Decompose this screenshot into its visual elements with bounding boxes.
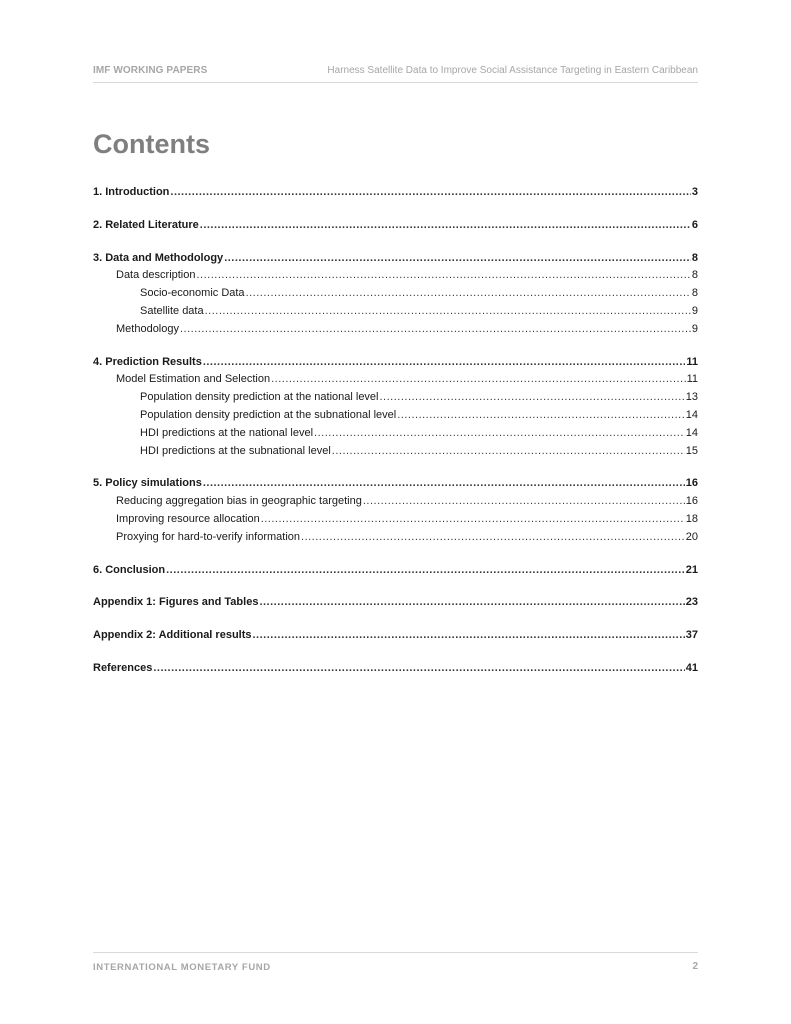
toc-entry[interactable] xyxy=(93,531,698,549)
toc-dot-leader xyxy=(301,531,685,543)
toc-entry[interactable] xyxy=(93,356,698,374)
toc-entry-label: Reducing aggregation bias in geographic targeting xyxy=(116,495,362,508)
toc-dot-leader xyxy=(246,287,691,299)
toc-dot-leader xyxy=(397,409,685,421)
toc-entry-label: Proxying for hard-to-verify information xyxy=(116,530,301,543)
toc-entry-label: 4. Prediction Results xyxy=(93,355,202,368)
toc-dot-leader xyxy=(332,445,685,457)
toc-dot-leader xyxy=(200,219,691,231)
toc-entry-label: Satellite data xyxy=(140,304,204,317)
toc-entry[interactable] xyxy=(93,564,698,582)
toc-entry-page: 20 xyxy=(685,530,698,543)
toc-entry-label: Population density prediction at the national level xyxy=(140,391,379,404)
toc-entry-page: 9 xyxy=(691,322,698,335)
toc-dot-leader xyxy=(203,356,686,368)
toc-entry[interactable] xyxy=(93,495,698,513)
toc-entry[interactable] xyxy=(93,269,698,287)
toc-entry-label: 5. Policy simulations xyxy=(93,477,202,490)
toc-entry[interactable] xyxy=(93,323,698,341)
toc-dot-leader xyxy=(205,305,691,317)
toc-entry-page: 13 xyxy=(685,391,698,404)
contents-heading: Contents xyxy=(93,129,210,159)
toc-entry[interactable] xyxy=(93,427,698,445)
toc-entry-page: 41 xyxy=(685,661,698,674)
toc-dot-leader xyxy=(314,427,685,439)
toc-entry[interactable] xyxy=(93,391,698,409)
toc-dot-leader xyxy=(363,495,685,507)
toc-entry-label: 3. Data and Methodology xyxy=(93,251,224,264)
toc-entry-label: Socio-economic Data xyxy=(140,287,245,300)
toc-entry-page: 8 xyxy=(691,269,698,282)
toc-dot-leader xyxy=(180,323,691,335)
toc-entry-page: 16 xyxy=(685,495,698,508)
toc-dot-leader xyxy=(197,269,691,281)
toc-entry-page: 21 xyxy=(685,563,698,576)
toc-entry-page: 8 xyxy=(691,251,698,264)
toc-entry[interactable] xyxy=(93,513,698,531)
toc-entry[interactable] xyxy=(93,409,698,427)
toc-entry[interactable] xyxy=(93,373,698,391)
toc-dot-leader xyxy=(261,513,685,525)
toc-entry[interactable] xyxy=(93,287,698,305)
toc-dot-leader xyxy=(271,373,685,385)
toc-entry-page: 14 xyxy=(685,408,698,421)
toc-entry-page: 23 xyxy=(685,596,698,609)
toc-entry-label: Model Estimation and Selection xyxy=(116,373,271,386)
toc-dot-leader xyxy=(380,391,685,403)
toc-entry-label: HDI predictions at the national level xyxy=(140,426,314,439)
toc-entry-label: Appendix 2: Additional results xyxy=(93,629,252,642)
toc-entry-page: 9 xyxy=(691,304,698,317)
toc-entry-label: 2. Related Literature xyxy=(93,218,199,231)
series-title: IMF WORKING PAPERS xyxy=(93,65,208,76)
toc-entry-label: Data description xyxy=(116,269,196,282)
toc-entry-label: 1. Introduction xyxy=(93,186,170,198)
toc-entry-page: 6 xyxy=(691,218,698,231)
running-footer xyxy=(93,952,698,975)
toc-entry-label: Methodology xyxy=(116,322,179,335)
toc-entry[interactable] xyxy=(93,662,698,680)
toc-entry-page: 37 xyxy=(685,629,698,642)
toc-entry[interactable] xyxy=(93,445,698,463)
toc-entry-label: Population density prediction at the subnational level xyxy=(140,408,397,421)
publisher-name: INTERNATIONAL MONETARY FUND xyxy=(93,962,271,973)
toc-dot-leader xyxy=(224,252,691,264)
toc-entry-page: 8 xyxy=(691,287,698,300)
toc-entry[interactable] xyxy=(93,219,698,237)
toc-entry[interactable] xyxy=(93,186,698,204)
toc-entry-page: 16 xyxy=(685,477,698,490)
toc-dot-leader xyxy=(203,477,685,489)
page-number: 2 xyxy=(692,961,698,972)
toc-entry-label: Improving resource allocation xyxy=(116,512,260,525)
toc-entry-page: 14 xyxy=(685,426,698,439)
toc-entry[interactable] xyxy=(93,629,698,647)
toc-dot-leader xyxy=(166,564,685,576)
paper-title: Harness Satellite Data to Improve Social Assistance Targeting in Eastern Caribbean xyxy=(327,65,698,76)
toc-dot-leader xyxy=(253,629,685,641)
toc-entry-page: 15 xyxy=(685,444,698,457)
toc-entry-label: 6. Conclusion xyxy=(93,563,166,576)
toc-entry[interactable] xyxy=(93,596,698,614)
toc-entry-page: 11 xyxy=(686,355,698,368)
toc-entry-label: References xyxy=(93,661,153,674)
toc-entry[interactable] xyxy=(93,252,698,270)
toc-entry[interactable] xyxy=(93,477,698,495)
toc-entry-page: 3 xyxy=(691,186,698,198)
toc-dot-leader xyxy=(170,186,690,198)
running-header xyxy=(93,65,698,83)
toc-entry[interactable] xyxy=(93,305,698,323)
table-of-contents xyxy=(93,186,698,680)
toc-dot-leader xyxy=(259,596,684,608)
toc-dot-leader xyxy=(153,662,684,674)
toc-entry-page: 11 xyxy=(686,373,698,386)
toc-entry-page: 18 xyxy=(685,512,698,525)
toc-entry-label: Appendix 1: Figures and Tables xyxy=(93,596,259,609)
toc-entry-label: HDI predictions at the subnational level xyxy=(140,444,331,457)
